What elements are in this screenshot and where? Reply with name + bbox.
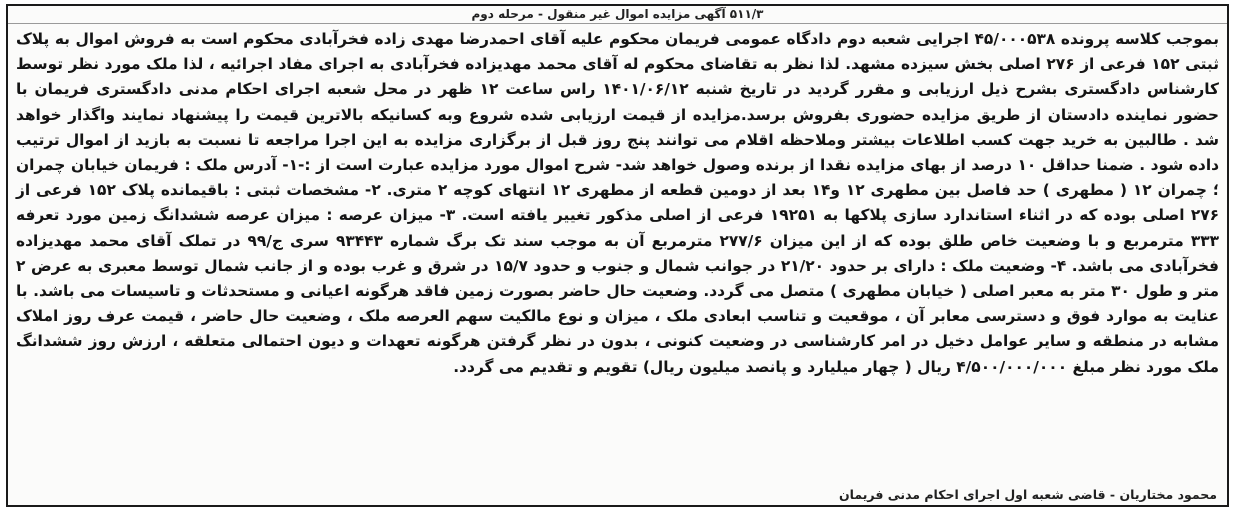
legal-notice-box: [6, 4, 1229, 507]
notice-body: بموجب کلاسه پرونده ۴۵/۰۰۰۵۳۸ اجرایی شعبه دوم دادگاه عمومی فریمان محکوم علیه آقای احمدرضا مهدی زاده فخرآبادی محکوم است به فروش اموال به پلاک ثبتی ۱۵۲ فرعی از ۲۷۶ اصلی بخش سیزده مشهد. لذا نظر به تقاضای محکوم له آقای محمد مهدیزاده فخرآبادی به اجرای مفاد اجرائیه ، لذا ملک مورد نظر توسط کارشناس دادگستری بشرح ذیل ارزیابی و مقرر گردید در تاریخ شنبه ۱۴۰۱/۰۶/۱۲ راس ساعت ۱۲ ظهر در محل شعبه اجرای احکام مدنی دادگستری فریمان با حضور نماینده دادستان از طریق مزایده حضوری بفروش برسد.مزایده از قیمت ارزیابی شده شروع وبه کسانیکه بالاترین قیمت را پیشنهاد نمایند واگذار خواهد شد . طالبین به خرید جهت کسب اطلاعات بیشتر وملاحظه اقلام می توانند پنج روز قبل از برگزاری مزایده به این اجرا مراجعه تا نسبت به بازید از اموال ترتیب داده شود . ضمنا حداقل ۱۰ درصد از بهای مزایده نقدا از برنده وصول خواهد شد- شرح اموال مورد مزایده عبارت است از :-۱- آدرس ملک : فریمان خیابان چمران ؛ چمران ۱۲ ( مطهری ) حد فاصل بین مطهری ۱۲ و۱۴ بعد از دومین قطعه از مطهری ۱۲ انتهای کوچه ۲ متری. ۲- مشخصات ثبتی : باقیمانده پلاک ۱۵۲ فرعی از ۲۷۶ اصلی بوده که در اثناء استاندارد سازی پلاکها به ۱۹۲۵۱ فرعی از اصلی مذکور تغییر یافته است. ۳- میزان عرصه : میزان عرصه ششدانگ زمین مورد تعرفه ۳۳۳ مترمربع و با وضعیت خاص طلق بوده که از این میزان ۲۷۷/۶ مترمربع آن به موجب سند تک برگ شماره ۹۳۴۴۳ سری ج/۹۹ در تملک آقای محمد مهدیزاده فخرآبادی می باشد. ۴- وضعیت ملک : دارای بر حدود ۲۱/۲۰ در جوانب شمال و جنوب و حدود ۱۵/۷ در شرق و غرب بوده و از جانب شمال توسط معبری به عرض ۲ متر و طول ۳۰ متر به معبر اصلی ( خیابان مطهری ) متصل می گردد. وضعیت حال حاضر بصورت زمین فاقد هرگونه اعیانی و مستحدثات و تاسیسات می باشد. با عنایت به موارد فوق و دسترسی معابر آن ، موقعیت و تناسب ابعادی ملک ، میزان و نوع مالکیت سهم العرصه ملک ، وضعیت حال حاضر ، قیمت عرف روز املاک مشابه در منطقه و سایر عوامل دخیل در امر کارشناسی در وضعیت کنونی ، بدون در نظر گرفتن هرگونه تعهدات و دیون احتمالی متعلقه ، ارزش روز ششدانگ ملک مورد نظر مبلغ ۴/۵۰۰/۰۰۰/۰۰۰ ریال ( چهار میلیارد و پانصد میلیون ریال) تقویم و تقدیم می گردد.: [16, 30, 1220, 376]
notice-signature: محمود مختاریان - قاضی شعبه اول اجرای احکام مدنی فریمان: [839, 487, 1217, 502]
notice-header: ۵۱۱/۳ آگهی مزایده اموال غیر منقول - مرحله دوم: [8, 6, 1227, 24]
